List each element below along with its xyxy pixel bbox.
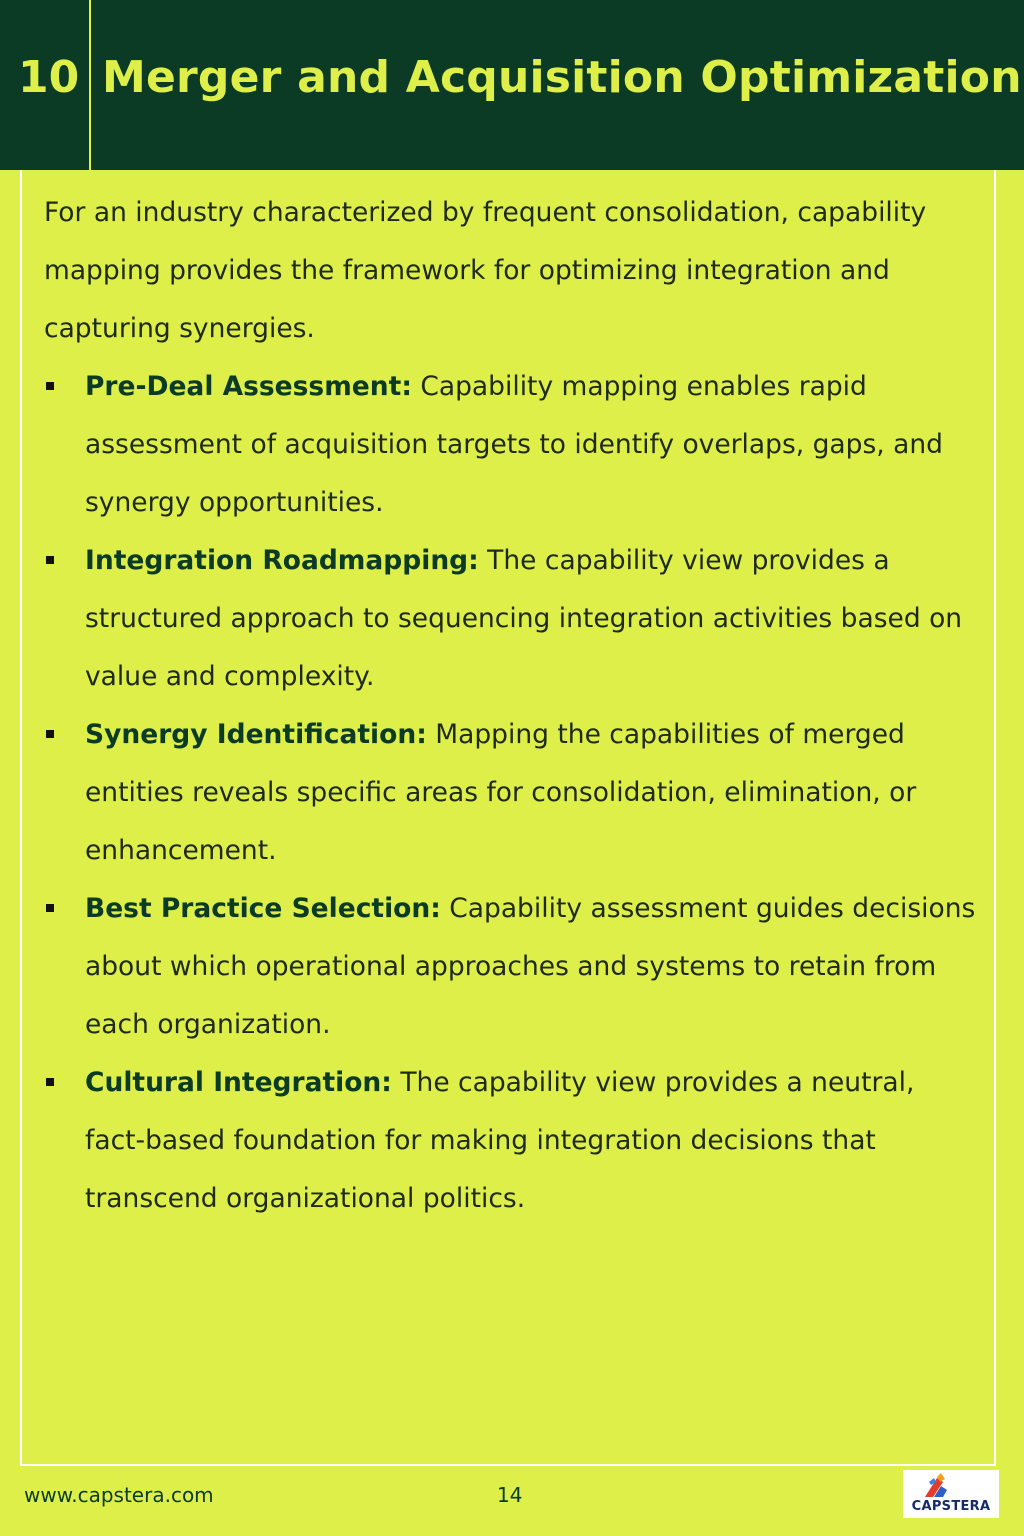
bullet-item-integration-roadmapping	[44, 532, 979, 706]
square-bullet-icon	[46, 556, 54, 564]
bullet-text: The capability view provides a structured approach to sequencing integration activities based on value and complexity.	[85, 545, 963, 692]
page-number: 14	[497, 1483, 523, 1507]
bullet-list	[44, 358, 979, 1228]
intro-paragraph: For an industry characterized by frequent consolidation, capability mapping provides the framework for optimizing integration and capturing synergies.	[44, 197, 927, 344]
capstera-logo-icon	[903, 1470, 999, 1500]
footer-url: www.capstera.com	[24, 1483, 214, 1507]
bullet-item-cultural-integration	[44, 1054, 979, 1228]
bullet-text: Capability mapping enables rapid assessment of acquisition targets to identify overlaps, gaps, and synergy opportunities.	[85, 371, 944, 518]
bullet-term: Best Practice Selection:	[85, 893, 441, 924]
bullet-item-pre-deal-assessment	[44, 358, 979, 532]
bullet-term: Cultural Integration:	[85, 1067, 392, 1098]
section-number: 10	[18, 52, 80, 103]
square-bullet-icon	[46, 904, 54, 912]
content-body	[44, 184, 979, 1228]
bullet-item-synergy-identification	[44, 706, 979, 880]
square-bullet-icon	[46, 382, 54, 390]
section-title: Merger and Acquisition Optimization	[102, 52, 1022, 103]
capstera-logo	[903, 1470, 999, 1518]
bullet-text: Capability assessment guides decisions about which operational approaches and systems to retain from each organization.	[85, 893, 976, 1040]
square-bullet-icon	[46, 730, 54, 738]
square-bullet-icon	[46, 1078, 54, 1086]
logo-text: CAPSTERA	[911, 1499, 991, 1514]
bullet-term: Integration Roadmapping:	[85, 545, 479, 576]
bullet-term: Synergy Identification:	[85, 719, 427, 750]
bullet-text: Mapping the capabilities of merged entities reveals specific areas for consolidation, elimination, or enhancement.	[85, 719, 917, 866]
bullet-item-best-practice-selection	[44, 880, 979, 1054]
header-divider	[89, 0, 91, 170]
page-header	[0, 0, 1024, 170]
bullet-term: Pre-Deal Assessment:	[85, 371, 412, 402]
bullet-text: The capability view provides a neutral, fact-based foundation for making integration decisions that transcend organizational politics.	[85, 1067, 915, 1214]
